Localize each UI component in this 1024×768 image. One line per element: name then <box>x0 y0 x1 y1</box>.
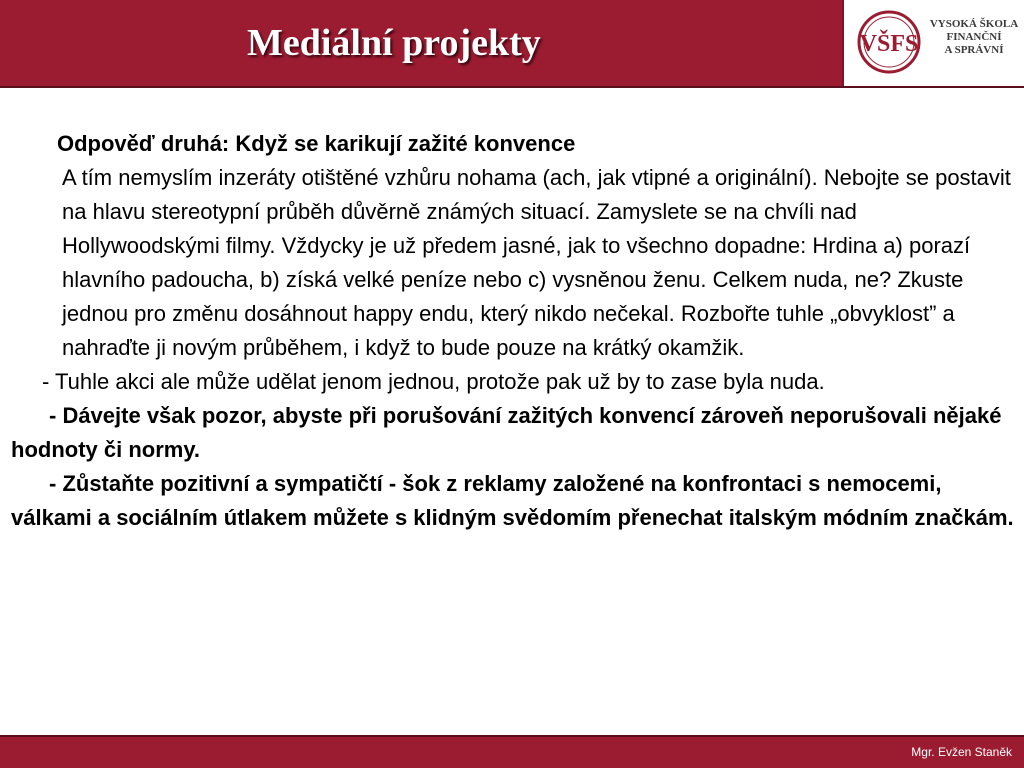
school-name-line-2: FINANČNÍ <box>946 31 1002 43</box>
bold-point-values <box>11 399 1015 467</box>
bold-point-positive-text: - Zůstaňte pozitivní a sympatičtí - šok z reklamy založené na konfrontaci s nemocemi, válkami a sociálním útlakem můžete s klidným svědomím přenechat italským módním značkám. <box>11 471 1014 530</box>
paragraph-conventions <box>11 161 1015 365</box>
logo-monogram: VŠFS <box>859 31 919 57</box>
author-name: Mgr. Evžen Staněk <box>911 745 1012 759</box>
paragraph-note-text: - Tuhle akci ale může udělat jenom jednou, protože pak už by to zase byla nuda. <box>42 369 825 394</box>
school-name-line-3: A SPRÁVNÍ <box>944 44 1004 56</box>
footer-banner <box>0 737 1024 768</box>
school-name <box>924 18 1024 57</box>
vsfs-monogram-icon <box>856 9 922 75</box>
header-divider <box>0 86 1024 88</box>
school-logo <box>842 0 1024 86</box>
school-name-line-1: VYSOKÁ ŠKOLA <box>929 18 1019 30</box>
bold-point-values-text: - Dávejte však pozor, abyste při porušování zažitých konvencí zároveň neporušovali nějaké hodnoty či normy. <box>11 403 1002 462</box>
bold-point-positive <box>11 467 1015 535</box>
paragraph-conventions-text: A tím nemyslím inzeráty otištěné vzhůru nohama (ach, jak vtipné a originální). Nebojte se postavit na hlavu stereotypní průběh důvěrně známých situací. Zamyslete se na chvíli nad Hollywoodskými filmy. Vždycky je už předem jasné, jak to všechno dopadne: Hrdina a) porazí hlavního padoucha, b) získá velké peníze nebo c) vysněnou ženu. Celkem nuda, ne? Zkuste jednou pro změnu dosáhnout happy endu, který nikdo nečekal. Rozbořte tuhle „obvyklost” a nahraďte ji novým průběhem, i když to bude pouze na krátký okamžik. <box>62 165 1011 360</box>
slide-body <box>11 127 1015 535</box>
paragraph-note <box>11 365 1015 399</box>
section-heading: Odpověď druhá: Když se karikují zažité konvence <box>57 131 576 156</box>
slide-title: Mediální projekty <box>247 22 541 64</box>
